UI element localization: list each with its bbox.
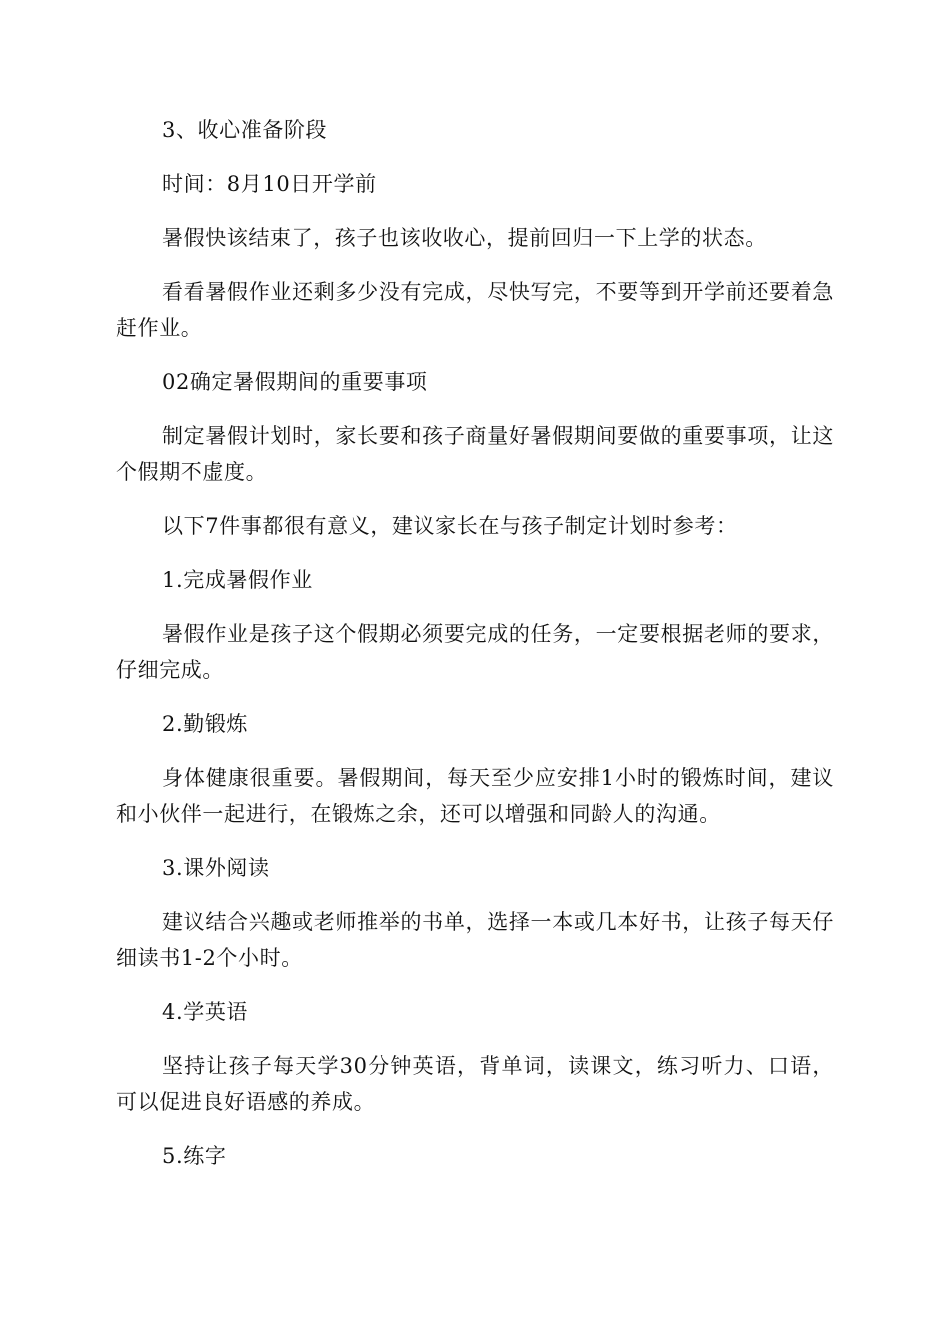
paragraph-homework: 暑假作业是孩子这个假期必须要完成的任务，一定要根据老师的要求，仔细完成。 — [116, 622, 834, 682]
paragraph-plan-with-child: 制定暑假计划时，家长要和孩子商量好暑假期间要做的重要事项，让这个假期不虚度。 — [116, 424, 834, 484]
item-heading-reading: 3.课外阅读 — [162, 856, 270, 880]
paragraph-homework-remaining: 看看暑假作业还剩多少没有完成，尽快写完，不要等到开学前还要着急赶作业。 — [116, 280, 834, 340]
time-line: 时间：8月10日开学前 — [162, 172, 377, 196]
item-heading-exercise: 2.勤锻炼 — [162, 712, 249, 736]
paragraph-settle-down: 暑假快该结束了，孩子也该收收心，提前回归一下上学的状态。 — [162, 226, 767, 250]
section-heading-settle-down: 3、收心准备阶段 — [162, 118, 328, 142]
section-heading-important-matters: 02确定暑假期间的重要事项 — [162, 370, 428, 394]
item-heading-homework: 1.完成暑假作业 — [162, 568, 313, 592]
item-heading-english: 4.学英语 — [162, 1000, 249, 1024]
item-heading-calligraphy: 5.练字 — [162, 1144, 227, 1168]
paragraph-seven-things: 以下7件事都很有意义，建议家长在与孩子制定计划时参考： — [162, 514, 738, 538]
document-body — [116, 112, 834, 1192]
paragraph-english: 坚持让孩子每天学30分钟英语，背单词，读课文，练习听力、口语，可以促进良好语感的养成。 — [116, 1054, 834, 1114]
paragraph-exercise: 身体健康很重要。暑假期间，每天至少应安排1小时的锻炼时间，建议和小伙伴一起进行，在锻炼之余，还可以增强和同龄人的沟通。 — [116, 766, 834, 826]
paragraph-reading: 建议结合兴趣或老师推举的书单，选择一本或几本好书，让孩子每天仔细读书1-2个小时。 — [116, 910, 834, 970]
